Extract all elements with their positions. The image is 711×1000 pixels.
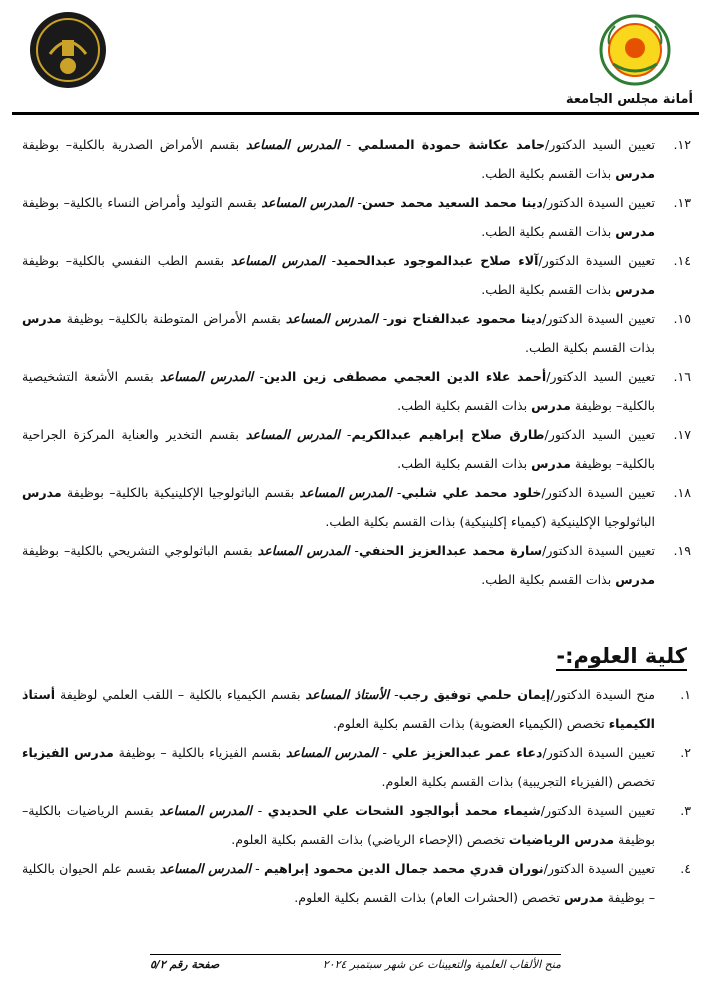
list-item: ١٦. تعيين السيد الدكتور/أحمد علاء الدين العجمي مصطفى زين الدين- المدرس المساعد بقسم الأشعة التشخيصية بالكلية– بوظيفة مدرس بذات القسم بكلية الطب. bbox=[22, 369, 691, 413]
council-secretariat-title: أمانة مجلس الجامعة bbox=[565, 92, 693, 107]
science-appointments-list bbox=[22, 680, 691, 912]
header-divider bbox=[12, 112, 699, 115]
list-item: ٤. تعيين السيدة الدكتور/نوران قدري محمد جمال الدين محمود إبراهيم - المدرس المساعد بقسم علم الحيوان بالكلية – بوظيفة مدرس تخصص (الحشرات العام) بذات القسم بكلية العلوم. bbox=[22, 861, 691, 905]
list-item: ١٣. تعيين السيدة الدكتور/دينا محمد السعيد محمد حسن- المدرس المساعد بقسم التوليد وأمراض النساء بالكلية– بوظيفة مدرس بذات القسم بكلية الطب. bbox=[22, 195, 691, 239]
medicine-appointments-list bbox=[22, 130, 691, 594]
list-item: ١٤. تعيين السيدة الدكتور/آلاء صلاح عبدالموجود عبدالحميد- المدرس المساعد بقسم الطب النفسي بالكلية– بوظيفة مدرس بذات القسم بكلية الطب. bbox=[22, 253, 691, 297]
footer-caption: منح الألقاب العلمية والتعيينات عن شهر سبتمبر ٢٠٢٤ bbox=[322, 958, 561, 971]
footer-divider bbox=[150, 954, 561, 955]
faculty-of-science-heading: كلية العلوم:- bbox=[556, 644, 687, 671]
list-item: ٣. تعيين السيدة الدكتور/شيماء محمد أبوالجود الشحات علي الحديدي - المدرس المساعد بقسم الرياضيات بالكلية– بوظيفة مدرس الرياضيات تخصص (الإحصاء الرياضي) بذات القسم بكلية العلوم. bbox=[22, 803, 691, 847]
university-logo-icon bbox=[599, 14, 671, 86]
list-item: ١. منح السيدة الدكتور/إيمان حلمي توفيق رجب- الأستاذ المساعد بقسم الكيمياء بالكلية – اللقب العلمي لوظيفة أستاذ الكيمياء تخصص (الكيمياء العضوية) بذات القسم بكلية العلوم. bbox=[22, 687, 691, 731]
page-footer bbox=[150, 958, 561, 971]
list-item: ١٥. تعيين السيدة الدكتور/دينا محمود عبدالفتاح نور- المدرس المساعد بقسم الأمراض المتوطنة بالكلية– بوظيفة مدرس بذات القسم بكلية الطب. bbox=[22, 311, 691, 355]
list-item: ٢. تعيين السيدة الدكتور/دعاء عمر عبدالعزيز علي - المدرس المساعد بقسم الفيزياء بالكلية – بوظيفة مدرس الفيزياء تخصص (الفيزياء التجريبية) بذات القسم بكلية العلوم. bbox=[22, 745, 691, 789]
page-number: صفحة رقم ٥/٢ bbox=[150, 958, 220, 971]
list-item: ١٩. تعيين السيدة الدكتور/سارة محمد عبدالعزيز الحنفي- المدرس المساعد بقسم الباثولوجي التشريحي بالكلية– بوظيفة مدرس بذات القسم بكلية الطب. bbox=[22, 543, 691, 587]
list-item: ١٧. تعيين السيد الدكتور/طارق صلاح إبراهيم عبدالكريم- المدرس المساعد بقسم التخدير والعناية المركزة الجراحية بالكلية– بوظيفة مدرس بذات القسم بكلية الطب. bbox=[22, 427, 691, 471]
list-item: ١٢. تعيين السيد الدكتور/حامد عكاشة حمودة المسلمي - المدرس المساعد بقسم الأمراض الصدرية بالكلية– بوظيفة مدرس بذات القسم بكلية الطب. bbox=[22, 137, 691, 181]
anniversary-logo-icon bbox=[28, 10, 108, 90]
list-item: ١٨. تعيين السيدة الدكتور/خلود محمد علي شلبي- المدرس المساعد بقسم الباثولوجيا الإكلينيكية بالكلية– بوظيفة مدرس الباثولوجيا الإكلينيكية (كيمياء إكلينيكية) بذات القسم بكلية الطب. bbox=[22, 485, 691, 529]
